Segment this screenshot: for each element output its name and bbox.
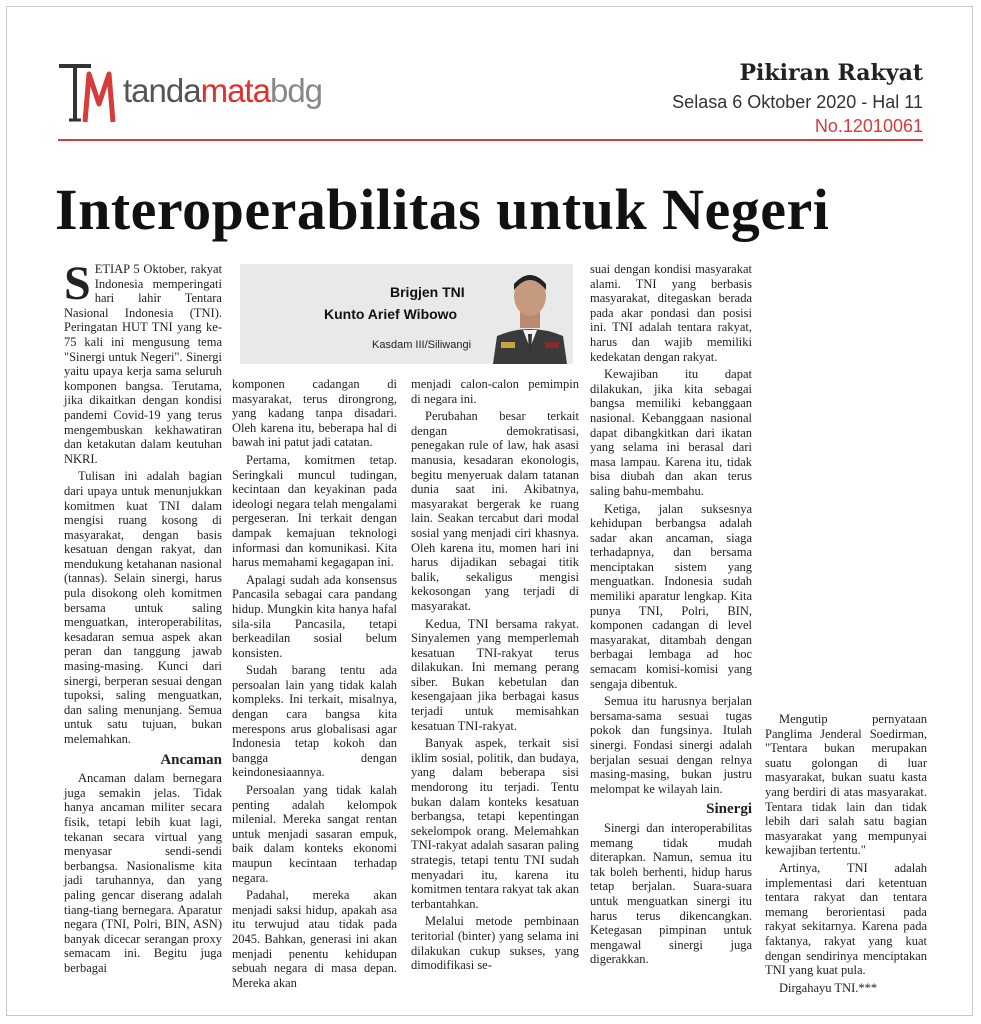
paragraph: Persoalan yang tidak kalah penting adalah kelompok milenial. Mereka sangat rentan untuk menjadi sasaran empuk, baik dalam konteks ekonomi maupun kecintaan terhadap negara. [232,783,397,885]
paragraph: Melalui metode pembinaan teritorial (binter) yang selama ini dilakukan cukup sukses, yang dimodifikasi se- [411,914,579,973]
column-5 [765,712,927,998]
paragraph: Apalagi sudah ada konsensus Pancasila sebagai cara pandang hidup. Mungkin kita hanya hafal sila-sila Pancasila, tetapi berkeadilan sosial belum konsisten. [232,572,397,660]
logo-text-bdg: bdg [269,72,323,109]
paragraph: Dirgahayu TNI.*** [779,980,878,995]
column-2 [232,377,397,993]
paragraph: komponen cadangan di masyarakat, terus dirongrong, yang kadang tanpa disadari. Oleh karena itu, beberapa hal di bawah ini patut jadi catatan. [232,377,397,450]
column-1 [64,257,222,979]
paragraph: Sudah barang tentu ada persoalan lain yang tidak kalah kompleks. Ini terkait, misalnya, dengan cara bangsa kita merespons arus globalisasi agar Indonesia tetap kokoh dan bangga dengan keindonesiaannya. [232,663,397,780]
paragraph: Mengutip pernyataan Panglima Jenderal Soedirman, "Tentara bukan merupakan suatu golongan di luar masyarakat, bukan suatu kasta yang berdiri di atas masyarakat. Tentara tidak lain dan tidak lebih dari salah satu bagian masyarakat yang mempunyai kewajiban tertentu." [765,712,927,858]
author-portrait [487,264,573,364]
author-name: Kunto Arief Wibowo [324,306,458,322]
paragraph: Semua itu harusnya berjalan bersama-sama sesuai tugas pokok dan fungsinya. Itulah sinergi. Fondasi sinergi adalah berjalan sesuai dengan relnya masing-masing, bukan justru melompat ke wilayah lain. [590,694,752,796]
paragraph [64,257,222,466]
paragraph: Padahal, mereka akan menjadi saksi hidup, apakah asa itu terwujud atau tidak pada 2045. Bahkan, generasi ini akan menjadi penentu kehidupan sebuah negara di masa depan. Mereka akan [232,888,397,990]
paragraph: Kewajiban itu dapat dilakukan, jika kita sebagai bangsa memiliki kebanggaan nasional. Kebanggaan nasional dapat dibangkitkan dari ikatan yang selama ini berasal dari masa lampau. Karena itu, tidak bisa diubah dan akan terus saling bahu-membahu. [590,367,752,498]
header-divider [58,139,923,141]
subhead-sinergi: Sinergi [706,801,752,818]
masthead [672,60,923,137]
tandamatabdg-logo [55,60,323,130]
date-line: Selasa 6 Oktober 2020 - Hal 11 [672,92,923,112]
author-box [240,264,573,364]
paragraph: Kedua, TNI bersama rakyat. Sinyalemen yang memperlemah kesatuan TNI-rakyat terus dilakukan. Ini memang perang siber. Bukan kebetulan dan kesengajaan jika berbagai kasus terjadi untuk memisahkan kesatuan TNI-rakyat. [411,616,579,733]
paragraph: Tulisan ini adalah bagian dari upaya untuk menunjukkan komitmen kuat TNI dalam mengisi ruang kosong di masyarakat, dengan basis kesatuan dengan rakyat, dan mendukung ketahanan nasional (tannas). Selain sinergi, harus pula disokong oleh komitmen bersama untuk saling menguatkan, interoperabilitas, kesadaran semua aspek akan peran dan tanggung jawab masing-masing. Kunci dari sinergi, berperan sesuai dengan tupoksi, saling menguatkan, dan saling menunjang. Semua untuk satu tujuan, bukan melemahkan. [64,469,222,746]
issue-number: No.12010061 [814,116,923,136]
column-3 [411,377,579,976]
paragraph: Perubahan besar terkait dengan demokratisasi, penegakan rule of law, hak asasi manusia, kesadaran ekonologis, begitu menyeruak dalam tatanan dunia saat ini. Akibatnya, masyarakat bergerak ke ruang lain. Seakan tercabut dari modal sosial yang menjadi ciri khasnya. Oleh karena itu, momen hari ini harus dijadikan sebagai titik balik, sekaligus mengisi kekosongan yang terjadi di masyarakat. [411,409,579,613]
paragraph: Banyak aspek, terkait sisi iklim sosial, politik, dan budaya, yang dalam beberapa sisi mendorong itu terjadi. Tentu bukan dalam konteks kesatuan berbangsa, tetapi kepentingan sekelompok orang. Melemahkan TNI-rakyat adalah sasaran paling strategis, tetapi tentu TNI sudah menyadari itu, karena itu komitmen tentara rakyat tak akan terbantahkan. [411,736,579,911]
paragraph: Artinya, TNI adalah implementasi dari ketentuan tentara rakyat dan tentara memang berorientasi pada rakyat sekitarnya. Karena pada faktanya, rakyat yang kuat dengan sendirinya menciptakan TNI yang kuat pula. [765,860,927,978]
paragraph: menjadi calon-calon pemimpin di negara ini. [411,377,579,406]
paragraph: suai dengan kondisi masyarakat alami. TNI yang berbasis masyarakat, ditegaskan berada pada akar pondasi dan posisi ini. TNI adalah tentara rakyat, harus dan wajib memiliki kedekatan dengan rakyat. [590,262,752,364]
author-role: Kasdam III/Siliwangi [372,339,472,351]
headline: Interoperabilitas untuk Negeri [55,177,830,242]
tm-logo-icon [55,60,117,128]
logo-text-tanda: tanda [123,72,201,109]
paragraph: Sinergi dan interoperabilitas memang tidak mudah diterapkan. Namun, semua itu tak boleh berhenti, hidup harus tetap berjalan. Suara-suara untuk menguatkan sinergi itu harus terus dikencangkan. Ketegasan pimpinan untuk mengawal sinergi juga digerakkan. [590,820,752,967]
paragraph-text: ETIAP 5 Oktober, rakyat Indonesia memperingati hari lahir Tentara Nasional Indonesia (TNI). Peringatan HUT TNI yang ke-75 kali ini mengusung tema "Sinergi untuk Negeri". Sinergi yaitu upaya kerja sama seluruh komponen bangsa. Terutama, jika dikaitkan dengan kondisi pandemi Covid-19 yang terus mengembuskan kekhawatiran dan ketakutan dalam keutuhan NKRI. [64,262,222,466]
drop-cap: S [64,257,91,310]
author-rank: Brigjen TNI [390,284,465,300]
column-4 [590,262,752,970]
paragraph: Ketiga, jalan suksesnya kehidupan berbangsa adalah sadar akan ancaman, siaga terhadapnya, dan bersama menciptakan sistem yang menguatkan. Indonesia sudah memiliki aparatur lengkap. Kita punya TNI, Polri, BIN, komponen cadangan di level masyarakat, ditambah dengan berbagai lembaga ad hoc semacam komisi-komisi yang sengaja dibentuk. [590,501,752,691]
logo-text-mata: mata [200,72,270,109]
paragraph: Ancaman dalam bernegara juga semakin jelas. Tidak hanya ancaman militer secara fisik, tetapi lebih kuat lagi, tekanan secara virtual yang menyasar sendi-sendi berbangsa. Nasionalisme kita jadi taruhannya, dan yang paling gencar diserang adalah tiang-tiang bernegara. Aparatur negara (TNI, Polri, BIN, ASN) banyak dicecar serangan proxy semacam ini. Begitu juga berbagai [64,771,222,975]
paragraph: Pertama, komitmen tetap. Seringkali muncul tudingan, kecintaan dan keyakinan pada ideologi negara telah mengalami pergeseran. Ini terkait dengan dampak kemajuan teknologi informasi dan komunikasi. Kita harus memahami kegagapan ini. [232,452,397,570]
publication-name: Pikiran Rakyat [739,60,923,86]
subhead-ancaman: Ancaman [160,751,222,768]
